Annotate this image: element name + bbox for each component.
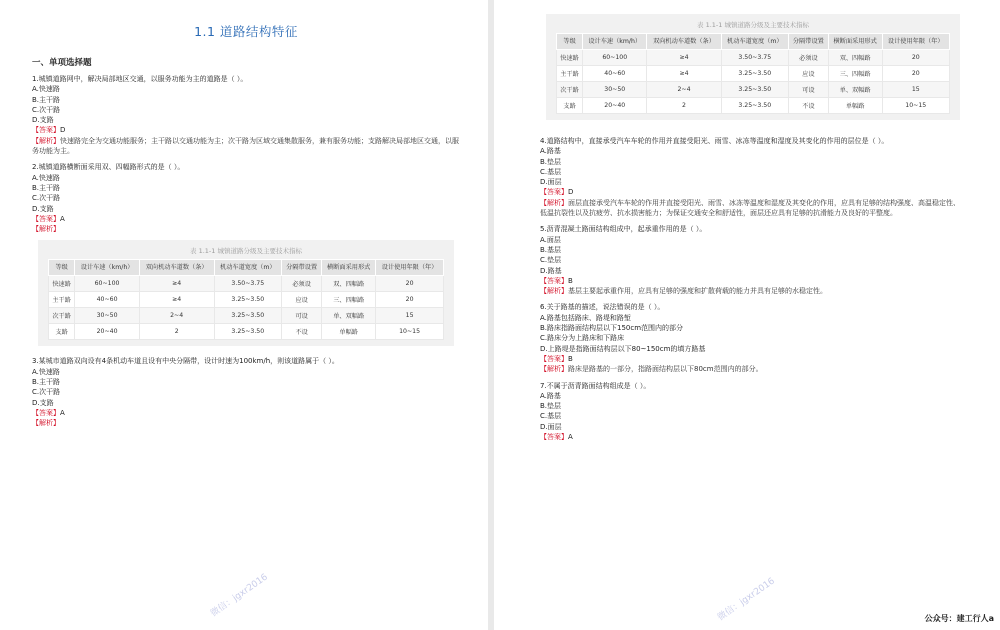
table-cell: 30~50 (75, 308, 140, 324)
table-cell: 10~15 (882, 98, 950, 114)
spec-table-figure (546, 14, 960, 120)
table-header: 机动车道宽度（m） (214, 260, 282, 276)
answer-line (32, 125, 460, 135)
analysis-line (32, 224, 460, 234)
question-stem: 6.关于路基的描述，说法错误的是（ ）。 (540, 303, 665, 312)
table-cell: ≥4 (647, 66, 721, 82)
table-cell: 30~50 (583, 82, 647, 98)
table-cell: 不设 (282, 324, 322, 340)
analysis-line (32, 418, 460, 428)
table-cell: 60~100 (583, 50, 647, 66)
table-header-row (557, 34, 950, 50)
table-cell: 10~15 (376, 324, 444, 340)
question-2 (32, 162, 460, 234)
table-header: 双向机动车道数（条） (647, 34, 721, 50)
analysis-line (540, 198, 966, 219)
question-7 (540, 381, 966, 443)
table-cell: 应设 (788, 66, 828, 82)
option-b: B.主干路 (32, 378, 61, 387)
table-cell: 必须设 (788, 50, 828, 66)
analysis-tag: 【解析】 (540, 365, 568, 374)
analysis-tag: 【解析】 (540, 287, 568, 296)
table-cell: ≥4 (139, 292, 214, 308)
table-cell: 三、四幅路 (828, 66, 882, 82)
table-cell: 应设 (282, 292, 322, 308)
left-page-content (32, 0, 460, 435)
spec-table (556, 33, 950, 114)
table-row (557, 66, 950, 82)
footer-account-label: 公众号：建工行人a (924, 614, 994, 623)
table-cell: 次干路 (49, 308, 75, 324)
option-d: D.面层 (540, 178, 562, 187)
option-a: A.快速路 (32, 85, 60, 94)
option-d: D.支路 (32, 116, 54, 125)
option-b: B.基层 (540, 245, 562, 254)
analysis-text: 面层直接承受汽车车轮的作用并直接受阳光、雨雪、冰冻等温度和湿度及其变化的作用，应具有足够的结构强度、高温稳定性、低温抗裂性以及抗疲劳、抗水损害能力；为保证交通安全和舒适性，面层还应具有足够的抗滑能力及良好的平整度。 (540, 198, 960, 218)
table-cell: 不设 (788, 98, 828, 114)
table-cell: 2 (139, 324, 214, 340)
question-1 (32, 74, 460, 156)
table-cell: 可设 (788, 82, 828, 98)
table-cell: 20 (882, 66, 950, 82)
table-row (49, 308, 444, 324)
option-c: C.垫层 (540, 256, 562, 265)
table-cell: 单幅路 (828, 98, 882, 114)
answer-line (540, 187, 966, 197)
answer-value: A (60, 214, 65, 223)
option-a: A.路基 (540, 391, 561, 400)
table-header-row (49, 260, 444, 276)
option-d: D.上路堤是指路面结构层以下80~150cm的填方路基 (540, 344, 706, 353)
question-stem: 5.沥青混凝土路面结构组成中，起承重作用的是（ ）。 (540, 225, 707, 234)
question-6 (540, 302, 966, 374)
table-cell: 15 (376, 308, 444, 324)
table-cell: 40~60 (583, 66, 647, 82)
table-cell: 15 (882, 82, 950, 98)
answer-value: B (568, 276, 573, 285)
table-cell: 快速路 (557, 50, 583, 66)
answer-tag: 【答案】 (32, 408, 60, 417)
table-caption: 表 1.1-1 城镇道路分级及主要技术指标 (697, 21, 809, 29)
table-cell: 2~4 (139, 308, 214, 324)
answer-value: A (568, 433, 573, 442)
answer-line (32, 408, 460, 418)
spec-table-figure (38, 240, 454, 346)
answer-value: B (568, 354, 573, 363)
analysis-tag: 【解析】 (32, 136, 60, 145)
table-cell: 主干路 (49, 292, 75, 308)
table-cell: 3.50~3.75 (721, 50, 788, 66)
table-cell: ≥4 (139, 276, 214, 292)
question-3 (32, 356, 460, 428)
section-heading: 一、单项选择题 (32, 58, 92, 68)
question-stem: 3.某城市道路双向设有4条机动车道且设有中央分隔带，设计时速为100km/h，则该道路属于（ ）。 (32, 357, 339, 366)
question-stem: 2.城镇道路横断面采用双、四幅路形式的是（ ）。 (32, 163, 185, 172)
option-c: C.基层 (540, 412, 562, 421)
answer-value: A (60, 408, 65, 417)
option-b: B.垫层 (540, 157, 562, 166)
question-4 (540, 136, 966, 218)
analysis-line (540, 364, 966, 374)
option-a: A.快速路 (32, 173, 60, 182)
analysis-text: 基层主要起承重作用，应具有足够的强度和扩散荷载的能力并具有足够的水稳定性。 (568, 287, 827, 296)
table-cell: 20 (376, 292, 444, 308)
watermark: 微信：jgxr2016 (209, 572, 270, 620)
table-header: 横断面采用形式 (828, 34, 882, 50)
answer-tag: 【答案】 (540, 433, 568, 442)
option-c: C.次干路 (32, 388, 61, 397)
option-c: C.基层 (540, 167, 562, 176)
table-header: 机动车道宽度（m） (721, 34, 788, 50)
answer-line (540, 354, 966, 364)
table-cell: 3.25~3.50 (721, 98, 788, 114)
table-cell: 支路 (557, 98, 583, 114)
analysis-line (32, 136, 460, 157)
table-cell: 20 (376, 276, 444, 292)
table-cell: 2 (647, 98, 721, 114)
table-row (49, 292, 444, 308)
table-header: 设计使用年限（年） (376, 260, 444, 276)
table-cell: 支路 (49, 324, 75, 340)
table-header: 横断面采用形式 (322, 260, 376, 276)
option-d: D.面层 (540, 422, 562, 431)
table-row (49, 276, 444, 292)
question-5 (540, 224, 966, 296)
table-cell: 次干路 (557, 82, 583, 98)
table-cell: 2~4 (647, 82, 721, 98)
table-row (49, 324, 444, 340)
table-cell: 3.50~3.75 (214, 276, 282, 292)
table-header: 等级 (557, 34, 583, 50)
option-c: C.次干路 (32, 105, 61, 114)
table-row (557, 98, 950, 114)
table-cell: 双、四幅路 (828, 50, 882, 66)
analysis-text: 快速路完全为交通功能服务；主干路以交通功能为主；次干路为区域交通集散服务，兼有服务功能；支路解决局部地区交通，以服务功能为主。 (32, 136, 459, 156)
spec-table (48, 259, 444, 340)
option-d: D.支路 (32, 398, 54, 407)
table-cell: 3.25~3.50 (214, 308, 282, 324)
table-cell: 20 (882, 50, 950, 66)
answer-value: D (60, 126, 66, 135)
table-cell: 主干路 (557, 66, 583, 82)
option-c: C.路床分为上路床和下路床 (540, 334, 625, 343)
table-cell: 40~60 (75, 292, 140, 308)
option-b: B.主干路 (32, 183, 61, 192)
answer-line (540, 276, 966, 286)
option-c: C.次干路 (32, 194, 61, 203)
table-cell: 20~40 (583, 98, 647, 114)
analysis-line (540, 286, 966, 296)
table-cell: 可设 (282, 308, 322, 324)
watermark: 微信：jgxr2016 (716, 576, 777, 624)
option-b: B.主干路 (32, 95, 61, 104)
table-header: 双向机动车道数（条） (139, 260, 214, 276)
table-cell: 单、双幅路 (322, 308, 376, 324)
question-stem: 1.城镇道路网中，解决局部地区交通，以服务功能为主的道路是（ ）。 (32, 75, 248, 83)
option-d: D.路基 (540, 266, 562, 275)
analysis-tag: 【解析】 (540, 198, 568, 207)
table-header: 设计车速（km/h） (75, 260, 140, 276)
table-cell: 3.25~3.50 (214, 324, 282, 340)
table-cell: ≥4 (647, 50, 721, 66)
table-cell: 3.25~3.50 (721, 82, 788, 98)
answer-tag: 【答案】 (540, 354, 568, 363)
option-a: A.路基包括路床、路堤和路堑 (540, 313, 631, 322)
answer-tag: 【答案】 (540, 276, 568, 285)
left-page (0, 0, 488, 630)
table-cell: 三、四幅路 (322, 292, 376, 308)
analysis-text: 路床是路基的一部分，指路面结构层以下80cm范围内的部分。 (568, 365, 763, 374)
answer-value: D (568, 188, 574, 197)
table-cell: 3.25~3.50 (214, 292, 282, 308)
table-header: 设计使用年限（年） (882, 34, 950, 50)
answer-tag: 【答案】 (540, 188, 568, 197)
table-cell: 3.25~3.50 (721, 66, 788, 82)
option-a: A.路基 (540, 147, 561, 156)
table-header: 分隔带设置 (282, 260, 322, 276)
table-row (557, 50, 950, 66)
table-caption: 表 1.1-1 城镇道路分级及主要技术指标 (190, 247, 302, 256)
right-page-content (540, 0, 966, 448)
answer-line (32, 214, 460, 224)
table-cell: 双、四幅路 (322, 276, 376, 292)
option-a: A.面层 (540, 235, 561, 244)
answer-tag: 【答案】 (32, 214, 60, 223)
analysis-tag: 【解析】 (32, 419, 60, 428)
question-stem: 7.不属于沥青路面结构组成是（ ）。 (540, 381, 651, 390)
table-cell: 单幅路 (322, 324, 376, 340)
table-cell: 单、双幅路 (828, 82, 882, 98)
table-header: 等级 (49, 260, 75, 276)
answer-line (540, 432, 966, 442)
table-cell: 60~100 (75, 276, 140, 292)
right-page (494, 0, 1000, 630)
answer-tag: 【答案】 (32, 126, 60, 135)
analysis-tag: 【解析】 (32, 225, 60, 234)
table-cell: 必须设 (282, 276, 322, 292)
page-title: 1.1 道路结构特征 (194, 24, 298, 39)
option-b: B.路床指路面结构层以下150cm范围内的部分 (540, 324, 684, 333)
question-stem: 4.道路结构中，直接承受汽车车轮的作用并直接受阳光、雨雪、冰冻等温度和湿度及其变化的作用的层位是（ ）。 (540, 137, 889, 145)
table-header: 分隔带设置 (788, 34, 828, 50)
table-cell: 快速路 (49, 276, 75, 292)
table-row (557, 82, 950, 98)
option-a: A.快速路 (32, 367, 60, 376)
table-header: 设计车速（km/h） (583, 34, 647, 50)
option-b: B.垫层 (540, 402, 562, 411)
table-cell: 20~40 (75, 324, 140, 340)
option-d: D.支路 (32, 204, 54, 213)
